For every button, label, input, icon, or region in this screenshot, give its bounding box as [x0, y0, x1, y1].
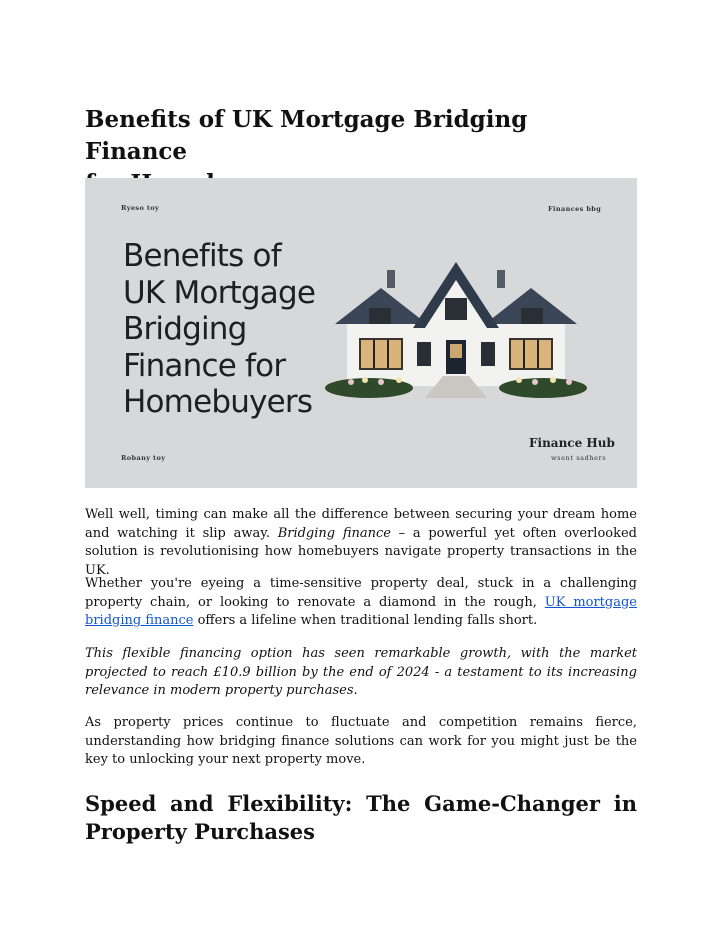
banner-headline: [123, 238, 353, 421]
bridging-finance-link[interactable]: UK mortgage bridging finance: [85, 594, 637, 628]
banner-headline-line: Bridging: [123, 311, 247, 347]
para1-italic: Bridging finance: [277, 525, 391, 541]
paragraph-3: This flexible financing option has seen remarkable growth, with the market projected to reach £10.9 billion by the end of 2024 - a testament to its increasing relevance in modern property purchases.: [85, 646, 637, 698]
title-line-1: Benefits of UK Mortgage Bridging Finance: [85, 106, 528, 165]
para1-text-end: – a powerful yet often overlooked solution is revolutionising how homebuyers navigate property transactions in the UK.: [85, 525, 637, 578]
paragraph-2: [85, 575, 637, 631]
paragraph-4: As property prices continue to fluctuate and competition remains fierce, understanding how bridging finance solutions can work for you might just be the key to unlocking your next property move.: [85, 715, 637, 767]
intro-paragraph: [85, 506, 637, 580]
banner-top-right-text: Finances bbg: [548, 205, 602, 213]
banner-top-left-text: Ryeso toy: [121, 204, 160, 212]
para1-text: Well well, timing can make all the difference between securing your dream home and watching it slip away.: [85, 507, 637, 541]
banner-headline-line: UK Mortgage: [123, 274, 316, 311]
banner-brand-sub: wsent sadhers: [551, 454, 607, 462]
banner-headline-line: Finance for: [123, 347, 286, 384]
para2-text-end: offers a lifeline when traditional lending falls short.: [193, 613, 538, 628]
banner-brand-name: Finance Hub: [529, 436, 615, 450]
banner-bottom-left-text: Robany toy: [121, 454, 166, 462]
banner-headline-line: Benefits of: [123, 238, 281, 274]
house-illustration: [321, 258, 591, 408]
banner-headline-line: Homebuyers: [123, 384, 313, 420]
hero-banner-image: [85, 178, 637, 488]
section-heading: Speed and Flexibility: The Game-Changer in Property Purchases: [85, 791, 637, 844]
para2-text: Whether you're eyeing a time-sensitive property deal, stuck in a challenging property chain, or looking to renovate a diamond in the rough,: [85, 576, 637, 610]
